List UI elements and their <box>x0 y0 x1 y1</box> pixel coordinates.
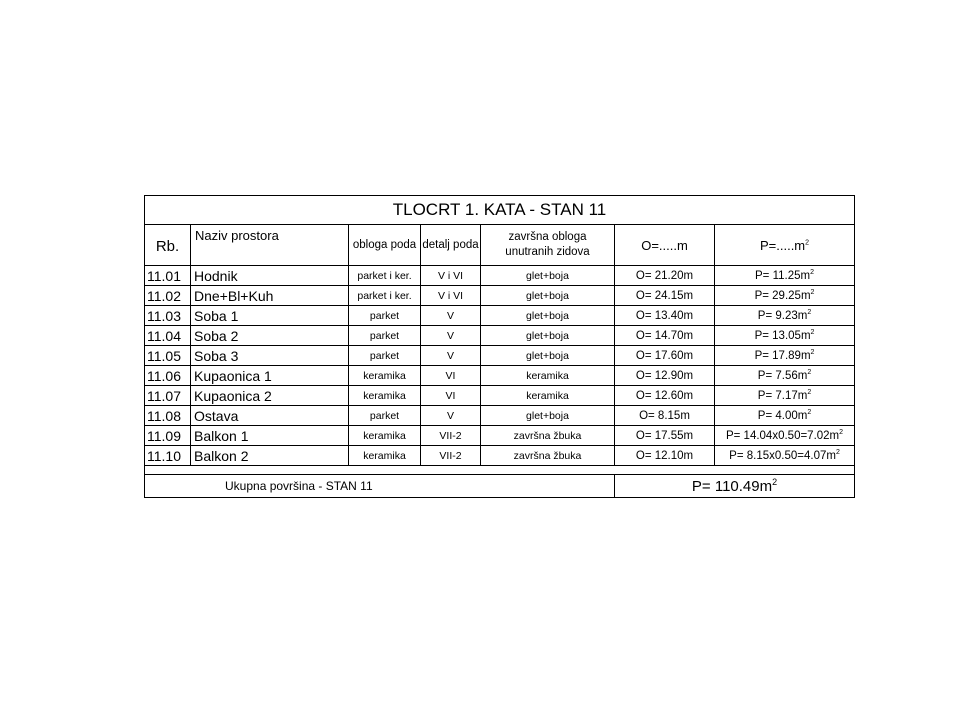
table-row <box>145 406 855 426</box>
cell-naziv: Hodnik <box>191 266 349 286</box>
total-row <box>145 475 855 498</box>
cell-zavrsna-obloga: glet+boja <box>481 266 615 286</box>
cell-rb: 11.05 <box>145 346 191 366</box>
cell-obloga-poda: parket <box>349 346 421 366</box>
cell-naziv: Balkon 1 <box>191 426 349 446</box>
table-row <box>145 286 855 306</box>
cell-naziv: Soba 1 <box>191 306 349 326</box>
cell-rb: 11.07 <box>145 386 191 406</box>
cell-zavrsna-obloga: završna žbuka <box>481 426 615 446</box>
table-row <box>145 446 855 466</box>
cell-detalj-poda: V <box>421 326 481 346</box>
cell-povrsina <box>715 286 855 306</box>
cell-rb: 11.03 <box>145 306 191 326</box>
cell-povrsina-text: P= 9.23m <box>757 309 808 322</box>
cell-povrsina-sup: 2 <box>810 328 815 336</box>
cell-obloga-poda: parket i ker. <box>349 286 421 306</box>
title-row <box>145 196 855 225</box>
cell-zavrsna-obloga: glet+boja <box>481 286 615 306</box>
cell-povrsina-text: P= 17.89m <box>754 349 811 362</box>
room-schedule-sheet <box>144 195 854 498</box>
cell-povrsina-sup: 2 <box>807 408 812 416</box>
table-title: TLOCRT 1. KATA - STAN 11 <box>145 196 855 225</box>
cell-povrsina-text: P= 7.17m <box>757 389 808 402</box>
cell-rb: 11.10 <box>145 446 191 466</box>
cell-detalj-poda: V i VI <box>421 266 481 286</box>
cell-zavrsna-obloga: glet+boja <box>481 346 615 366</box>
cell-povrsina-text: P= 7.56m <box>757 369 808 382</box>
cell-obloga-poda: parket <box>349 326 421 346</box>
header-povrsina-text: P=.....m <box>759 237 806 253</box>
cell-naziv: Kupaonica 2 <box>191 386 349 406</box>
cell-naziv: Balkon 2 <box>191 446 349 466</box>
header-zavrsna-line-1: završna obloga <box>508 231 587 243</box>
cell-opseg: O= 12.10m <box>615 446 715 466</box>
cell-rb: 11.02 <box>145 286 191 306</box>
cell-povrsina <box>715 346 855 366</box>
table-row <box>145 426 855 446</box>
cell-zavrsna-obloga: glet+boja <box>481 406 615 426</box>
cell-povrsina-sup: 2 <box>810 348 815 356</box>
empty-row <box>145 466 855 475</box>
cell-rb: 11.01 <box>145 266 191 286</box>
header-obloga-poda: obloga poda <box>349 225 421 266</box>
total-value-text: P= 110.49m <box>691 477 773 495</box>
cell-obloga-poda: parket <box>349 406 421 426</box>
cell-obloga-poda: parket i ker. <box>349 266 421 286</box>
table-row <box>145 346 855 366</box>
header-povrsina-sup: 2 <box>805 239 810 247</box>
header-rb: Rb. <box>145 225 191 266</box>
cell-zavrsna-obloga: završna žbuka <box>481 446 615 466</box>
cell-zavrsna-obloga: glet+boja <box>481 306 615 326</box>
cell-opseg: O= 12.60m <box>615 386 715 406</box>
cell-rb: 11.09 <box>145 426 191 446</box>
cell-zavrsna-obloga: keramika <box>481 386 615 406</box>
cell-povrsina-sup: 2 <box>835 448 840 456</box>
cell-obloga-poda: keramika <box>349 426 421 446</box>
cell-detalj-poda: V i VI <box>421 286 481 306</box>
cell-detalj-poda: V <box>421 346 481 366</box>
cell-rb: 11.04 <box>145 326 191 346</box>
cell-povrsina-sup: 2 <box>807 368 812 376</box>
header-povrsina <box>715 225 855 266</box>
cell-obloga-poda: keramika <box>349 446 421 466</box>
cell-opseg: O= 13.40m <box>615 306 715 326</box>
cell-povrsina-sup: 2 <box>810 288 815 296</box>
cell-naziv: Soba 2 <box>191 326 349 346</box>
cell-rb: 11.06 <box>145 366 191 386</box>
total-label: Ukupna površina - STAN 11 <box>145 475 615 498</box>
header-opseg: O=.....m <box>615 225 715 266</box>
cell-rb: 11.08 <box>145 406 191 426</box>
cell-povrsina-text: P= 8.15x0.50=4.07m <box>729 449 836 462</box>
header-row <box>145 225 855 266</box>
table-row <box>145 386 855 406</box>
cell-detalj-poda: V <box>421 406 481 426</box>
cell-opseg: O= 17.55m <box>615 426 715 446</box>
cell-detalj-poda: VI <box>421 386 481 406</box>
header-zavrsna-line-2: unutranih zidova <box>505 246 590 258</box>
cell-povrsina-text: P= 4.00m <box>757 409 808 422</box>
cell-povrsina-sup: 2 <box>839 428 844 436</box>
total-value <box>615 475 855 498</box>
cell-opseg: O= 12.90m <box>615 366 715 386</box>
cell-opseg: O= 21.20m <box>615 266 715 286</box>
cell-zavrsna-obloga: keramika <box>481 366 615 386</box>
cell-povrsina-text: P= 29.25m <box>754 289 811 302</box>
cell-povrsina <box>715 366 855 386</box>
cell-povrsina <box>715 386 855 406</box>
header-detalj-poda: detalj poda <box>421 225 481 266</box>
cell-opseg: O= 17.60m <box>615 346 715 366</box>
table-row <box>145 366 855 386</box>
cell-naziv: Soba 3 <box>191 346 349 366</box>
cell-naziv: Ostava <box>191 406 349 426</box>
cell-opseg: O= 24.15m <box>615 286 715 306</box>
cell-detalj-poda: VI <box>421 366 481 386</box>
cell-povrsina <box>715 426 855 446</box>
cell-obloga-poda: keramika <box>349 366 421 386</box>
cell-povrsina-text: P= 14.04x0.50=7.02m <box>725 429 840 442</box>
cell-povrsina-sup: 2 <box>807 308 812 316</box>
cell-povrsina <box>715 406 855 426</box>
header-zavrsna-obloga <box>481 225 615 266</box>
table-row <box>145 326 855 346</box>
cell-obloga-poda: keramika <box>349 386 421 406</box>
cell-povrsina-text: P= 13.05m <box>754 329 811 342</box>
cell-detalj-poda: VII-2 <box>421 446 481 466</box>
cell-povrsina <box>715 266 855 286</box>
cell-obloga-poda: parket <box>349 306 421 326</box>
table-row <box>145 306 855 326</box>
cell-zavrsna-obloga: glet+boja <box>481 326 615 346</box>
cell-opseg: O= 8.15m <box>615 406 715 426</box>
cell-naziv: Kupaonica 1 <box>191 366 349 386</box>
cell-povrsina <box>715 306 855 326</box>
cell-povrsina-text: P= 11.25m <box>755 269 811 282</box>
cell-naziv: Dne+Bl+Kuh <box>191 286 349 306</box>
cell-detalj-poda: V <box>421 306 481 326</box>
cell-detalj-poda: VII-2 <box>421 426 481 446</box>
total-value-sup: 2 <box>772 476 778 487</box>
cell-povrsina <box>715 446 855 466</box>
cell-opseg: O= 14.70m <box>615 326 715 346</box>
cell-povrsina <box>715 326 855 346</box>
cell-povrsina-sup: 2 <box>807 388 812 396</box>
cell-povrsina-sup: 2 <box>810 268 815 276</box>
room-schedule-table <box>144 195 855 498</box>
empty-cell <box>145 466 855 475</box>
table-row <box>145 266 855 286</box>
header-naziv: Naziv prostora <box>191 225 349 266</box>
